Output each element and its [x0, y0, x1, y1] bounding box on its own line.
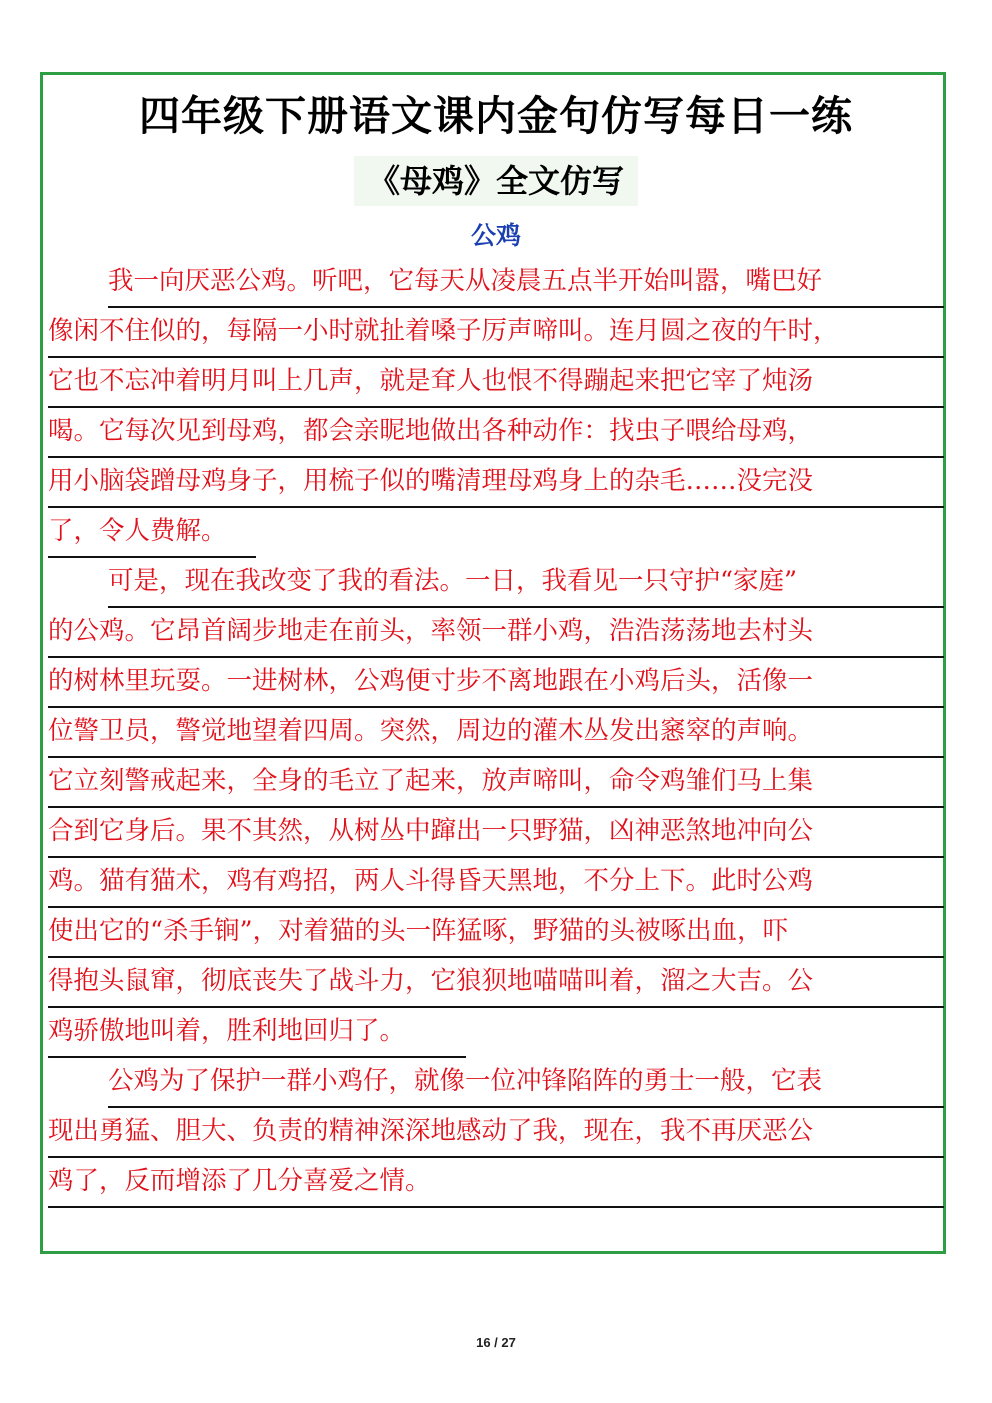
essay-line: 鸡骄傲地叫着，胜利地回归了。 — [48, 1008, 466, 1058]
page-title: 四年级下册语文课内金句仿写每日一练 — [139, 92, 853, 140]
essay-line: 公鸡为了保护一群小鸡仔，就像一位冲锋陷阵的勇士一般，它表 — [108, 1058, 944, 1108]
essay-line: 使出它的“杀手锏”，对着猫的头一阵猛啄，野猫的头被啄出血，吓 — [48, 908, 944, 958]
essay-line: 的树林里玩耍。一进树林，公鸡便寸步不离地跟在小鸡后头，活像一 — [48, 658, 944, 708]
essay-line: 我一向厌恶公鸡。听吧，它每天从凌晨五点半开始叫嚣，嘴巴好 — [108, 258, 944, 308]
essay-line: 了，令人费解。 — [48, 508, 256, 558]
essay-line: 它也不忘冲着明月叫上几声，就是耷人也恨不得蹦起来把它宰了炖汤 — [48, 358, 944, 408]
essay-line: 用小脑袋蹭母鸡身子，用梳子似的嘴清理母鸡身上的杂毛……没完没 — [48, 458, 944, 508]
essay-line: 它立刻警戒起来，全身的毛立了起来，放声啼叫，命令鸡雏们马上集 — [48, 758, 944, 808]
essay-line: 喝。它每次见到母鸡，都会亲昵地做出各种动作：找虫子喂给母鸡， — [48, 408, 944, 458]
essay-line: 的公鸡。它昂首阔步地走在前头，率领一群小鸡，浩浩荡荡地去村头 — [48, 608, 944, 658]
essay-line: 可是，现在我改变了我的看法。一日，我看见一只守护“家庭” — [108, 558, 944, 608]
subtitle-wrap — [0, 156, 992, 206]
essay-line: 鸡。猫有猫术，鸡有鸡招，两人斗得昏天黑地，不分上下。此时公鸡 — [48, 858, 944, 908]
essay-line: 鸡了，反而增添了几分喜爱之情。 — [48, 1158, 944, 1208]
subtitle: 《母鸡》全文仿写 — [354, 156, 638, 206]
essay-line: 得抱头鼠窜，彻底丧失了战斗力，它狼狈地喵喵叫着，溜之大吉。公 — [48, 958, 944, 1008]
essay-line: 现出勇猛、胆大、负责的精神深深地感动了我，现在，我不再厌恶公 — [48, 1108, 944, 1158]
page-number: 16 / 27 — [476, 1335, 516, 1350]
essay-line: 像闲不住似的，每隔一小时就扯着嗓子厉声啼叫。连月圆之夜的午时， — [48, 308, 944, 358]
essay-line: 合到它身后。果不其然，从树丛中蹿出一只野猫，凶神恶煞地冲向公 — [48, 808, 944, 858]
essay-line: 位警卫员，警觉地望着四周。突然，周边的灌木丛发出窸窣的声响。 — [48, 708, 944, 758]
essay-heading: 公鸡 — [470, 221, 521, 250]
